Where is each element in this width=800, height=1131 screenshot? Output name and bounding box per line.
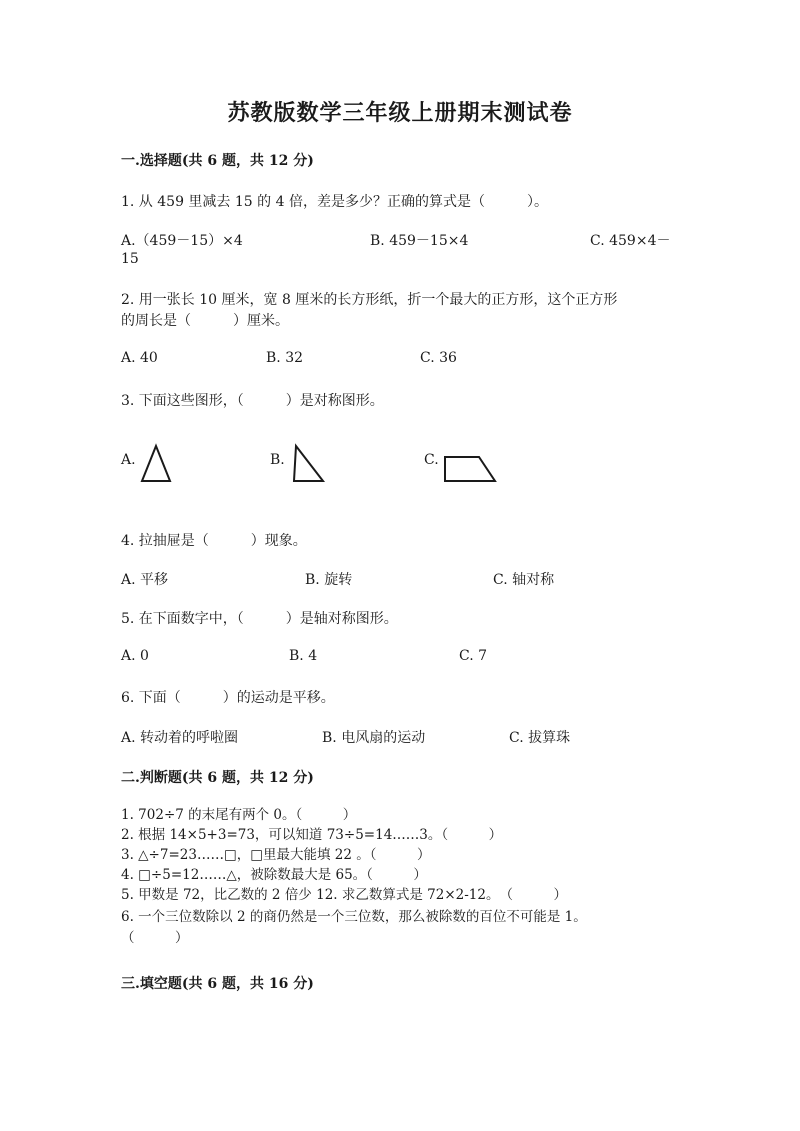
question-6-option-a: A. 转动着的呼啦圈 <box>121 730 239 746</box>
judgement-item-6-answer-blank: （ ） <box>121 930 189 946</box>
question-4-stem: 4. 拉抽屉是（ ）现象。 <box>121 533 307 549</box>
question-2-stem-line2: 的周长是（ ）厘米。 <box>121 313 289 329</box>
judgement-item-2: 2. 根据 14×5+3=73，可以知道 73÷5=14……3。（ ） <box>121 827 503 843</box>
isosceles-triangle-icon <box>139 443 173 485</box>
question-2-option-a: A. 40 <box>121 350 158 366</box>
question-6-stem: 6. 下面（ ）的运动是平移。 <box>121 690 335 706</box>
question-6-option-b: B. 电风扇的运动 <box>322 730 426 746</box>
question-3-option-b: B. <box>270 452 285 468</box>
section-heading-choice: 一.选择题(共 6 题，共 12 分) <box>121 153 314 169</box>
question-5-option-a: A. 0 <box>121 648 149 664</box>
question-5-stem: 5. 在下面数字中，（ ）是轴对称图形。 <box>121 611 398 627</box>
question-2-option-c: C. 36 <box>420 350 457 366</box>
question-4-option-b: B. 旋转 <box>305 572 353 588</box>
question-4-option-c: C. 轴对称 <box>493 572 555 588</box>
judgement-item-4: 4. □÷5=12……△，被除数最大是 65。（ ） <box>121 867 427 883</box>
judgement-item-3: 3. △÷7=23……□，□里最大能填 22 。（ ） <box>121 847 431 863</box>
judgement-item-5: 5. 甲数是 72，比乙数的 2 倍少 12. 求乙数算式是 72×2-12。 （ ） <box>121 887 567 903</box>
question-1-option-c: C. 459×4－ <box>590 233 671 249</box>
question-1-option-b: B. 459－15×4 <box>370 233 469 249</box>
question-3-stem: 3. 下面这些图形，（ ）是对称图形。 <box>121 393 384 409</box>
question-5-option-b: B. 4 <box>289 648 318 664</box>
question-1-option-c-wrap: 15 <box>121 251 139 267</box>
section-heading-fill-in: 三.填空题(共 6 题，共 16 分) <box>121 976 314 992</box>
right-triangle-icon <box>290 443 326 485</box>
judgement-item-1: 1. 702÷7 的末尾有两个 0。（ ） <box>121 807 357 823</box>
question-1-stem: 1. 从 459 里减去 15 的 4 倍，差是多少？正确的算式是（ ）。 <box>121 194 548 210</box>
trapezoid-icon <box>442 453 498 485</box>
question-3-option-a: A. <box>121 452 136 468</box>
question-6-option-c: C. 拔算珠 <box>509 730 571 746</box>
page-title: 苏教版数学三年级上册期末测试卷 <box>227 100 573 126</box>
question-2-option-b: B. 32 <box>266 350 304 366</box>
judgement-item-6: 6. 一个三位数除以 2 的商仍然是一个三位数，那么被除数的百位不可能是 1。 <box>121 909 587 925</box>
question-1-option-a: A.（459－15）×4 <box>121 233 243 249</box>
question-3-option-c: C. <box>424 452 439 468</box>
question-5-option-c: C. 7 <box>459 648 488 664</box>
section-heading-judgement: 二.判断题(共 6 题，共 12 分) <box>121 770 314 786</box>
question-2-stem-line1: 2. 用一张长 10 厘米，宽 8 厘米的长方形纸，折一个最大的正方形，这个正方形 <box>121 292 618 308</box>
question-4-option-a: A. 平移 <box>121 572 169 588</box>
